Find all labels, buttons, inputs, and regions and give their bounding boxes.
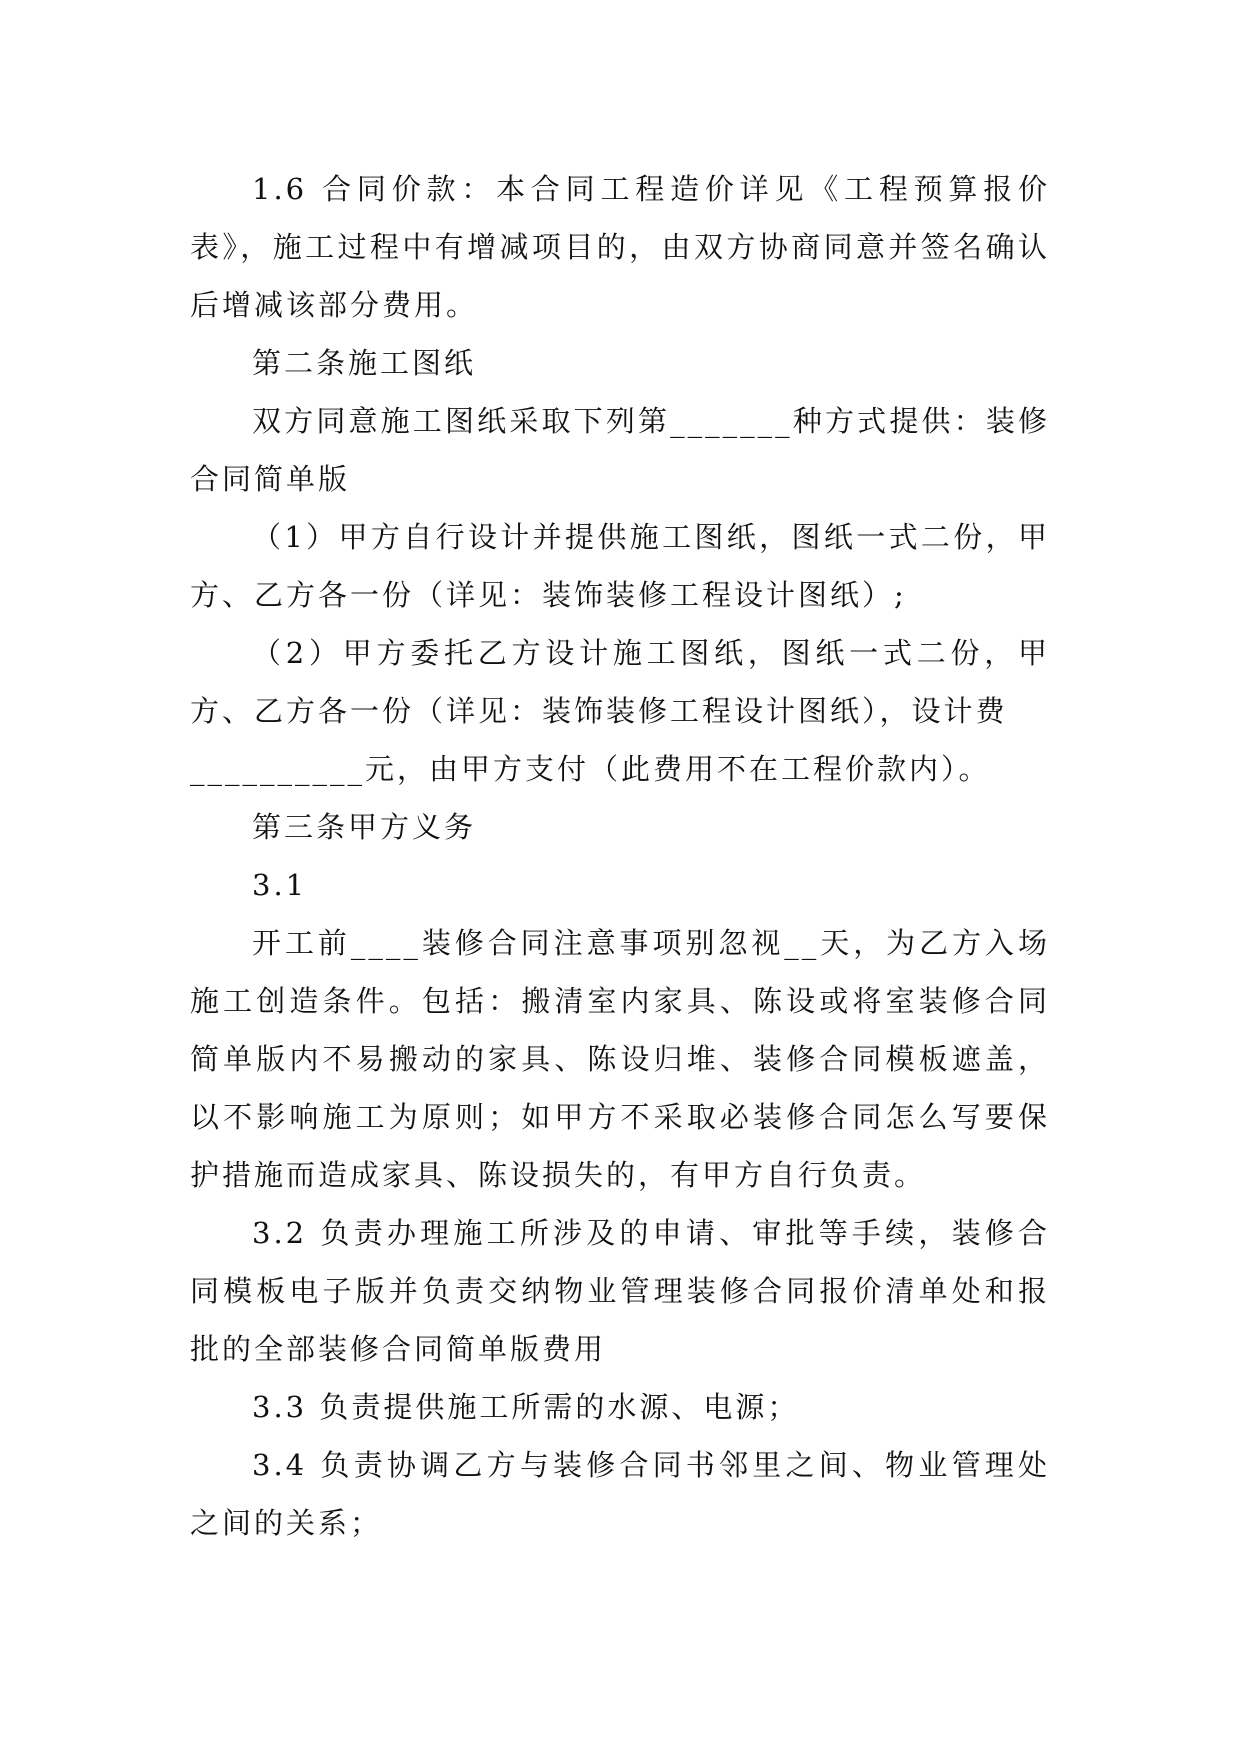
paragraph-clause-3-2: 3.2 负责办理施工所涉及的申请、审批等手续，装修合同模板电子版并负责交纳物业管理装修合同报价清单处和报批的全部装修合同简单版费用: [190, 1216, 1050, 1366]
clause-number-3-1: 3.1: [252, 868, 308, 902]
paragraph-design-fee: __________元，由甲方支付（此费用不在工程价款内）。: [190, 752, 991, 786]
paragraph-option-2: （2）甲方委托乙方设计施工图纸，图纸一式二份，甲方、乙方各一份（详见：装饰装修工程设计图纸），设计费: [190, 636, 1050, 728]
paragraph-clause-3-1: 开工前____装修合同注意事项别忽视__天，为乙方入场施工创造条件。包括：搬清室内家具、陈设或将室装修合同简单版内不易搬动的家具、陈设归堆、装修合同模板遮盖，以不影响施工为原则；如甲方不采取必装修合同怎么写要保护措施而造成家具、陈设损失的，有甲方自行负责。: [190, 926, 1050, 1192]
paragraph-clause-3-4: 3.4 负责协调乙方与装修合同书邻里之间、物业管理处之间的关系；: [190, 1448, 1050, 1540]
heading-article-2-drawings: 第二条施工图纸: [252, 346, 477, 380]
paragraph-drawing-method: 双方同意施工图纸采取下列第_______种方式提供：装修合同简单版: [190, 404, 1050, 496]
paragraph-option-1: （1）甲方自行设计并提供施工图纸，图纸一式二份，甲方、乙方各一份（详见：装饰装修工程设计图纸）;: [190, 520, 1050, 612]
paragraph-contract-price: 1.6 合同价款：本合同工程造价详见《工程预算报价表》，施工过程中有增减项目的，由双方协商同意并签名确认后增减该部分费用。: [190, 172, 1050, 322]
paragraph-clause-3-3: 3.3 负责提供施工所需的水源、电源；: [252, 1390, 800, 1424]
document-body: [190, 160, 1050, 1552]
heading-article-3-party-a-obligations: 第三条甲方义务: [252, 810, 477, 844]
